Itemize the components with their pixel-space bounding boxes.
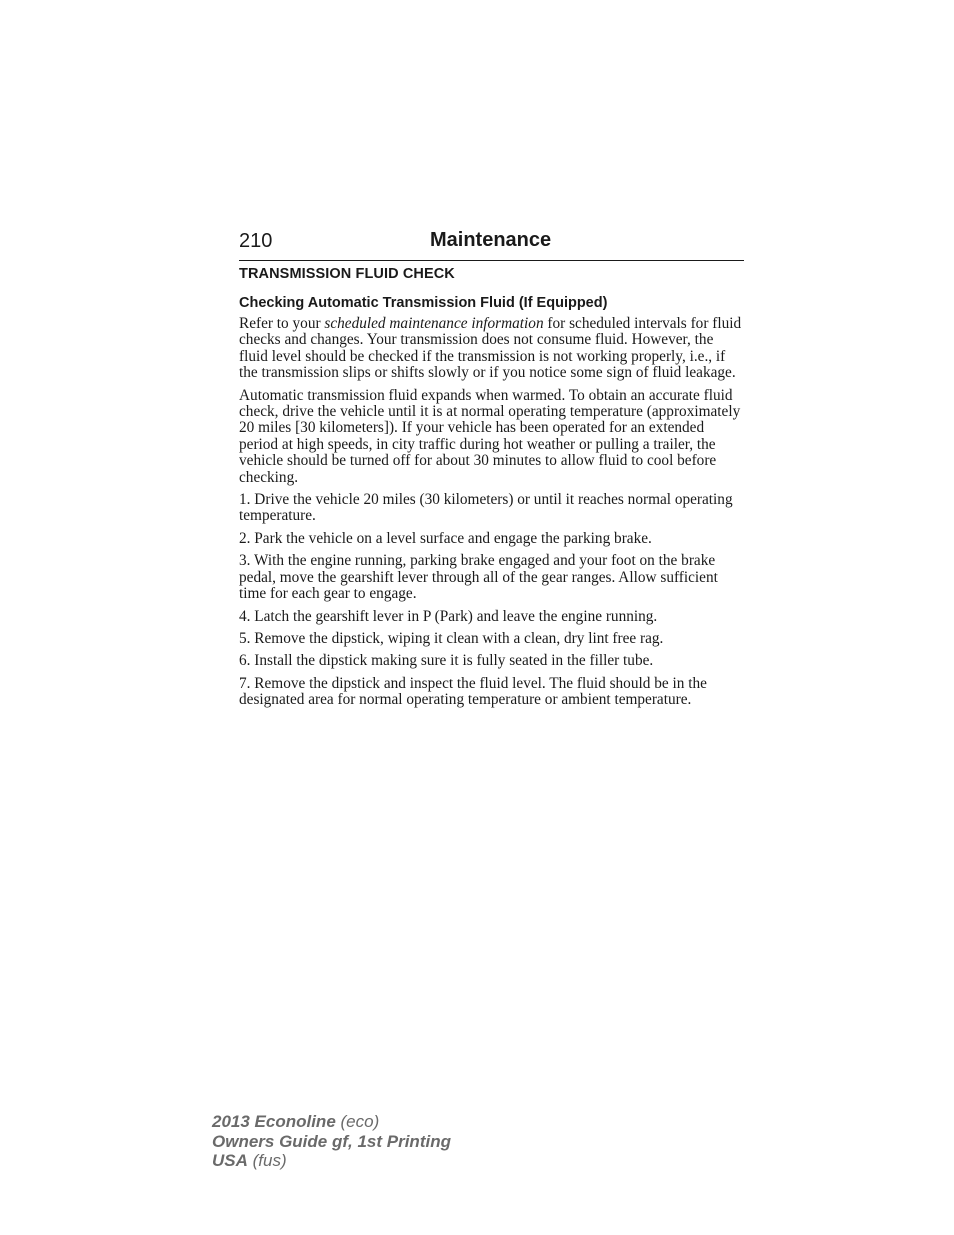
warm-fluid-paragraph: Automatic transmission fluid expands when warmed. To obtain an accurate fluid check, drive the vehicle until it is at normal operating temperature (approximately 20 miles [30 kilometers]). If your vehicle has been operated for an extended period at high speeds, in city traffic during hot weather or pulling a trailer, the vehicle should be turned off for about 30 minutes to allow fluid to cool before checking.: [239, 386, 741, 486]
document-footer: [212, 1112, 451, 1171]
footer-line-3: [212, 1151, 451, 1171]
intro-text-start: Refer to your: [239, 315, 325, 332]
section-title: Maintenance: [430, 229, 552, 251]
intro-text-end: for scheduled intervals for fluid checks and changes. Your transmission does not consume fluid. However, the fluid level should be checked if the transmission is not working properly, i.e., if the transmission slips or shifts slowly or if you notice some sign of fluid leakage.: [239, 315, 742, 382]
step-4: 4. Latch the gearshift lever in P (Park) and leave the engine running.: [239, 607, 658, 625]
footer-line-1: [212, 1112, 451, 1132]
footer-market-code: (fus): [247, 1151, 287, 1170]
step-6: 6. Install the dipstick making sure it is fully seated in the filler tube.: [239, 652, 654, 670]
page-content: [239, 266, 744, 715]
page-header: [239, 228, 744, 261]
step-2: 2. Park the vehicle on a level surface and engage the parking brake.: [239, 529, 652, 547]
step-5: 5. Remove the dipstick, wiping it clean with a clean, dry lint free rag.: [239, 629, 664, 647]
step-3: 3. With the engine running, parking brake engaged and your foot on the brake pedal, move the gearshift lever through all of the gear ranges. Allow sufficient time for each gear to engage.: [239, 552, 718, 603]
page-number: 210: [239, 230, 273, 252]
footer-line-2: [212, 1132, 451, 1152]
maintenance-info-reference: scheduled maintenance information: [324, 315, 544, 332]
step-7: 7. Remove the dipstick and inspect the fluid level. The fluid should be in the designated area for normal operating temperature or ambient temperature.: [239, 674, 707, 709]
subsection-heading: Checking Automatic Transmission Fluid (If Equipped): [239, 295, 608, 311]
footer-model: 2013 Econoline: [212, 1112, 336, 1131]
intro-paragraph: [239, 316, 744, 382]
section-heading: TRANSMISSION FLUID CHECK: [239, 266, 455, 282]
footer-market: USA: [212, 1151, 248, 1170]
footer-model-code: (eco): [335, 1112, 380, 1131]
footer-guide: Owners Guide gf, 1st Printing: [212, 1131, 451, 1151]
step-1: 1. Drive the vehicle 20 miles (30 kilometers) or until it reaches normal operating temperature.: [239, 491, 733, 525]
